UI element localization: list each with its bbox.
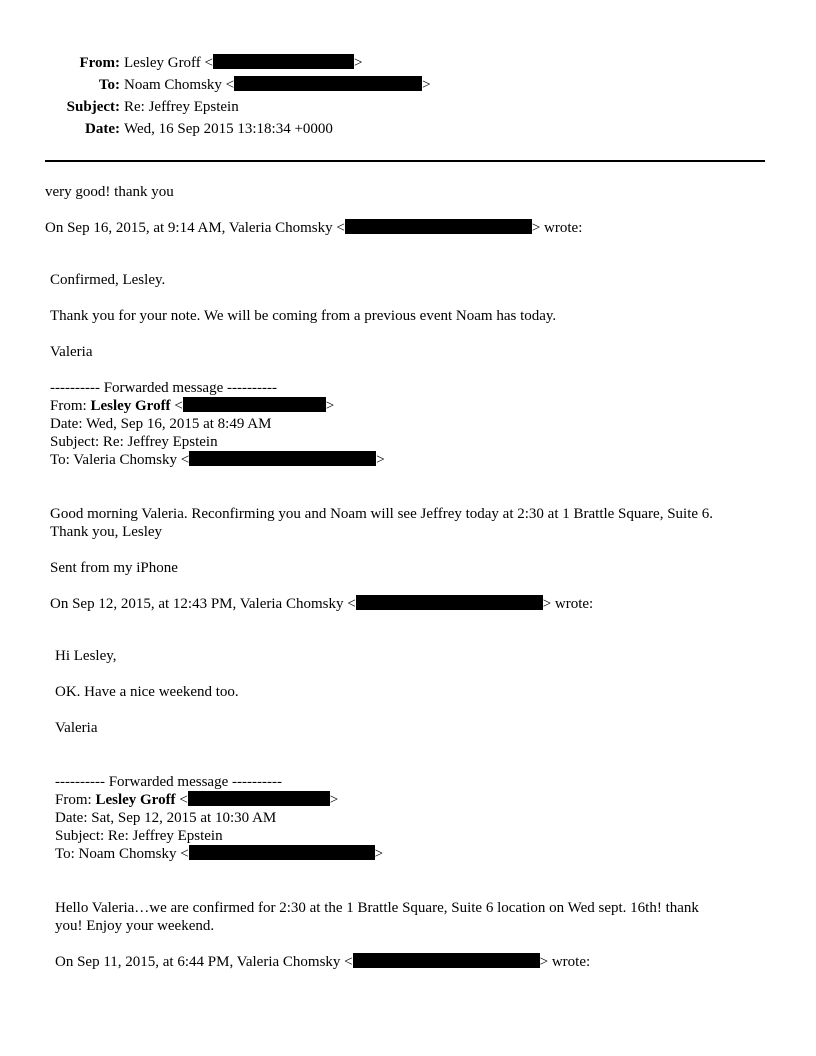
reply-text: very good! thank you xyxy=(45,184,174,200)
forwarded-from-name: Lesley Groff xyxy=(95,792,176,808)
redaction-block xyxy=(189,845,375,860)
forwarded-to xyxy=(55,845,383,863)
message-line: Good morning Valeria. Reconfirming you and Noam will see Jeffrey today at 2:30 at 1 Brattle Square, Suite 6. xyxy=(50,506,714,522)
forwarded-header: ---------- Forwarded message ---------- xyxy=(50,380,277,396)
quote-signature: Valeria xyxy=(50,344,93,360)
forwarded-from xyxy=(50,397,334,415)
redaction-block xyxy=(345,219,532,234)
open-bracket: < xyxy=(175,792,188,808)
quote-intro-text: On Sep 12, 2015, at 12:43 PM, Valeria Chomsky < xyxy=(50,596,356,612)
quote-intro-text: On Sep 11, 2015, at 6:44 PM, Valeria Chomsky < xyxy=(55,954,353,970)
redaction-block xyxy=(189,451,376,466)
message-line: you! Enjoy your weekend. xyxy=(55,918,215,934)
to-label: To: xyxy=(98,77,120,93)
quote-signature: Valeria xyxy=(55,720,98,736)
message-line: Thank you, Lesley xyxy=(50,524,163,540)
header-divider xyxy=(45,160,765,162)
quote-wrote: > wrote: xyxy=(531,220,583,236)
redaction-block xyxy=(356,595,543,610)
sent-from: Sent from my iPhone xyxy=(50,560,178,576)
to-close: > xyxy=(422,77,431,93)
quote-wrote: > wrote: xyxy=(542,596,594,612)
quote-line: Thank you for your note. We will be coming from a previous event Noam has today. xyxy=(50,308,557,324)
to-name: Noam Chomsky < xyxy=(124,77,235,93)
redaction-block xyxy=(234,76,422,91)
forwarded-from-label: From: xyxy=(50,398,91,414)
quote-line: OK. Have a nice weekend too. xyxy=(55,684,239,700)
from-close: > xyxy=(354,55,363,71)
redaction-block xyxy=(353,953,540,968)
quote-intro-2 xyxy=(50,595,593,613)
forwarded-date: Date: Sat, Sep 12, 2015 at 10:30 AM xyxy=(55,810,277,826)
redaction-block xyxy=(183,397,326,412)
date-label: Date: xyxy=(85,121,120,137)
forwarded-to xyxy=(50,451,385,469)
forwarded-from-name: Lesley Groff xyxy=(90,398,171,414)
forwarded-date: Date: Wed, Sep 16, 2015 at 8:49 AM xyxy=(50,416,272,432)
quote-wrote: > wrote: xyxy=(539,954,591,970)
forwarded-to-text: To: Noam Chomsky < xyxy=(55,846,189,862)
open-bracket: < xyxy=(170,398,183,414)
forwarded-to-text: To: Valeria Chomsky < xyxy=(50,452,190,468)
date-value: Wed, 16 Sep 2015 13:18:34 +0000 xyxy=(124,121,333,137)
redaction-block xyxy=(213,54,354,69)
from-name: Lesley Groff < xyxy=(124,55,213,71)
quote-intro-text: On Sep 16, 2015, at 9:14 AM, Valeria Chomsky < xyxy=(45,220,345,236)
subject-label: Subject: xyxy=(66,99,120,115)
close-bracket: > xyxy=(376,452,385,468)
redaction-block xyxy=(188,791,330,806)
close-bracket: > xyxy=(374,846,384,862)
close-bracket: > xyxy=(329,792,339,808)
forwarded-from-label: From: xyxy=(55,792,96,808)
quote-intro-1 xyxy=(45,219,582,237)
quote-line: Confirmed, Lesley. xyxy=(50,272,166,288)
forwarded-subject: Subject: Re: Jeffrey Epstein xyxy=(50,434,218,450)
forwarded-subject: Subject: Re: Jeffrey Epstein xyxy=(55,828,223,844)
subject-value: Re: Jeffrey Epstein xyxy=(124,99,239,115)
message-line: Hello Valeria…we are confirmed for 2:30 at the 1 Brattle Square, Suite 6 location on Wed sept. 16th! thank xyxy=(55,900,699,916)
to-value xyxy=(124,76,431,94)
forwarded-from xyxy=(55,791,338,809)
quote-line: Hi Lesley, xyxy=(55,648,117,664)
quote-intro-3 xyxy=(55,953,590,971)
forwarded-header: ---------- Forwarded message ---------- xyxy=(55,774,282,790)
from-label: From: xyxy=(79,55,120,71)
close-bracket: > xyxy=(325,398,335,414)
from-value xyxy=(124,54,362,72)
